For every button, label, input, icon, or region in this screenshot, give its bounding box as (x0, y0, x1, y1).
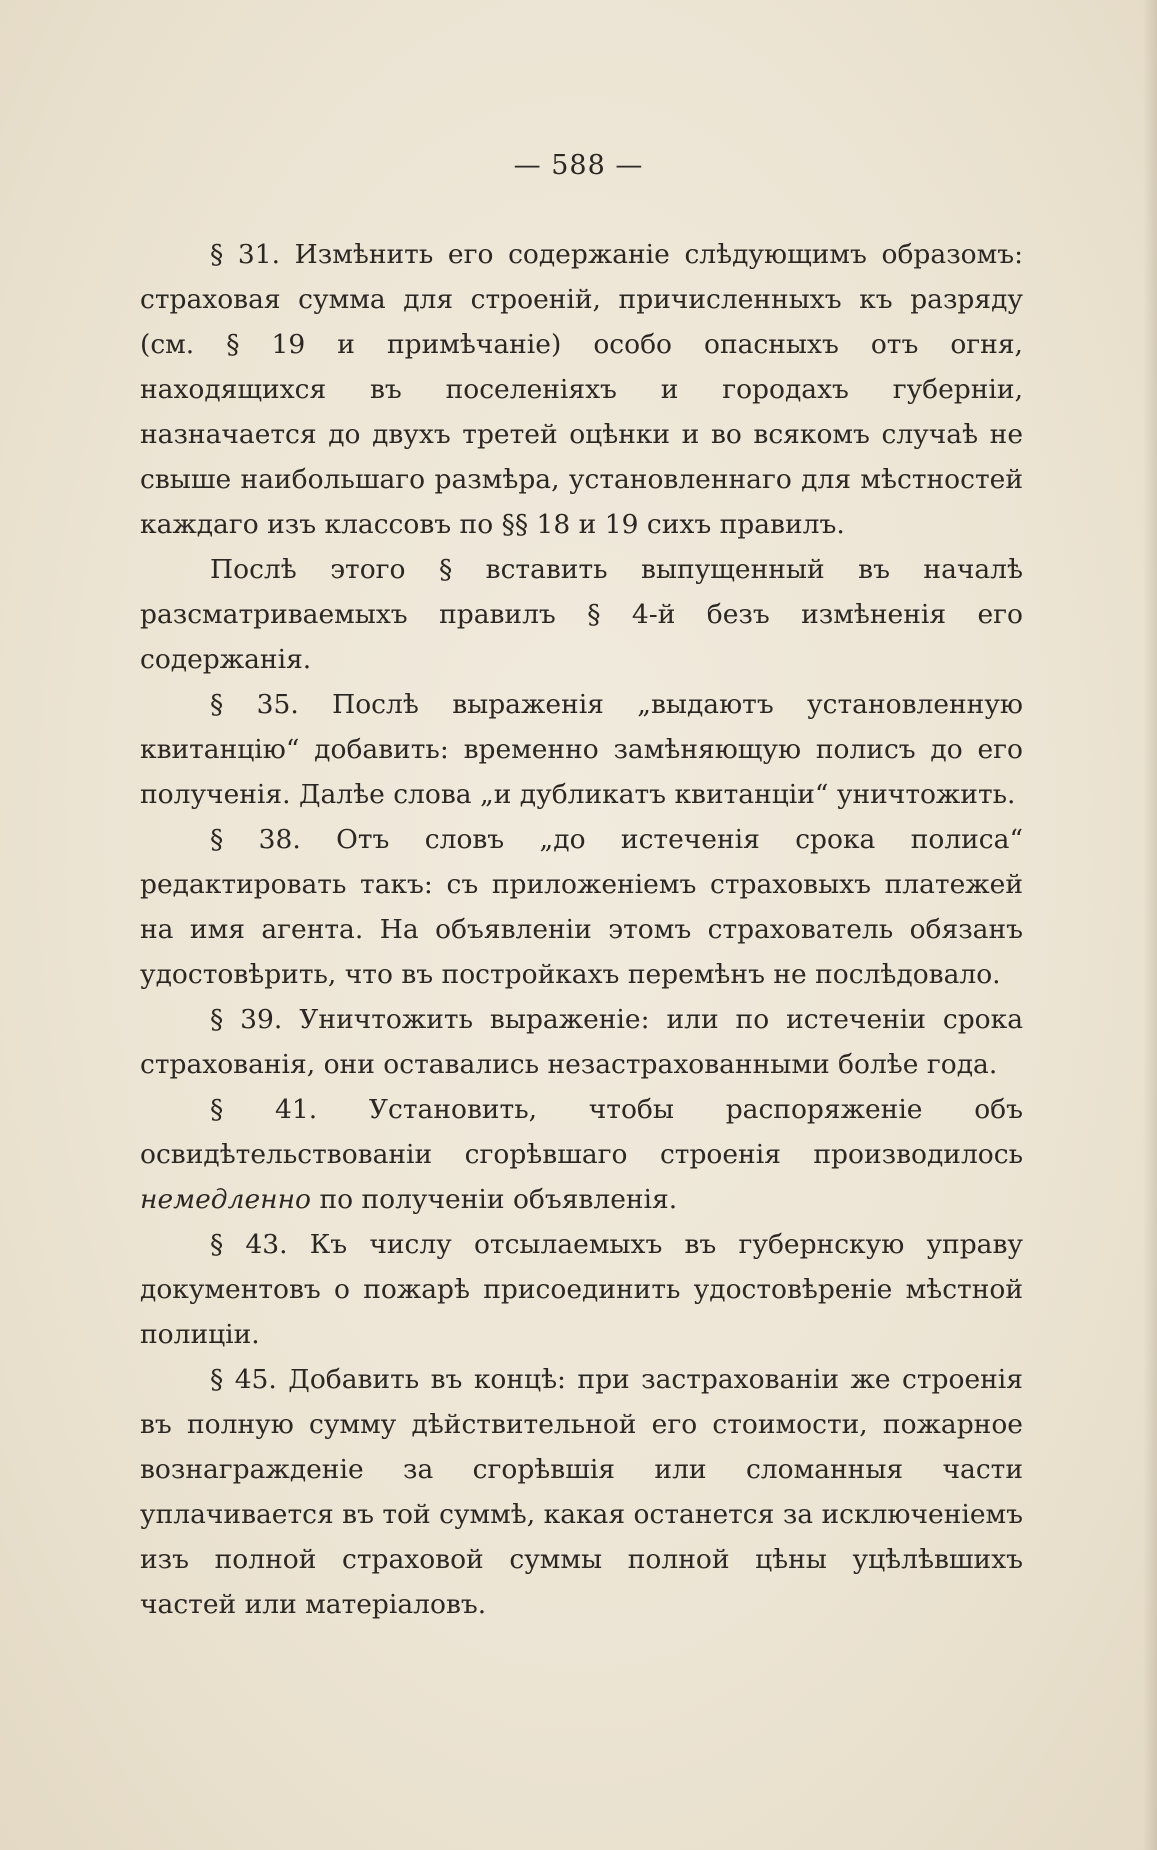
paragraph-section-43: § 43. Къ числу отсылаемыхъ въ губернскую управу документовъ о пожарѣ присоединить удостовѣреніе мѣстной полиціи. (140, 1229, 1023, 1350)
paragraph-section-31-note: Послѣ этого § вставить выпущенный въ началѣ разсматриваемыхъ правилъ § 4-й безъ измѣненія его содержанія. (140, 554, 1023, 675)
paragraph-section-41-end: по полученіи объявленія. (311, 1184, 678, 1215)
paragraph-section-35: § 35. Послѣ выраженія „выдаютъ установленную квитанцію“ добавить: временно замѣняющую полисъ до его полученія. Далѣе слова „и дубликатъ квитанціи“ уничтожить. (140, 689, 1023, 810)
paragraph-section-38: § 38. Отъ словъ „до истеченія срока полиса“ редактировать такъ: съ приложеніемъ страховыхъ платежей на имя агента. На объявленіи этомъ страхователь обязанъ удостовѣрить, что въ постройкахъ перемѣнъ не послѣдовало. (140, 824, 1023, 990)
emphasized-word: немедленно (140, 1184, 312, 1215)
paragraph-section-31: § 31. Измѣнить его содержаніе слѣдующимъ образомъ: страховая сумма для строеній, причисленныхъ къ разряду (см. § 19 и примѣчаніе) особо опасныхъ отъ огня, находящихся въ поселеніяхъ и городахъ губерніи, назначается до двухъ третей оцѣнки и во всякомъ случаѣ не свыше наибольшаго размѣра, установленнаго для мѣстностей каждаго изъ классовъ по §§ 18 и 19 сихъ правилъ. (140, 239, 1023, 540)
paragraph-section-39: § 39. Уничтожить выраженіе: или по истеченіи срока страхованія, они оставались незастрахованными болѣе года. (140, 1004, 1023, 1080)
page-edge-shadow (1143, 0, 1157, 1850)
paragraph-section-41 (140, 1087, 1023, 1222)
page-number: — 588 — (513, 150, 644, 181)
paragraph-section-41-start: § 41. Установить, чтобы распоряженіе объ освидѣтельствованіи сгорѣвшаго строенія производилось (140, 1094, 1023, 1170)
paragraph-section-45: § 45. Добавить въ концѣ: при застрахованіи же строенія въ полную сумму дѣйствительной его стоимости, пожарное вознагражденіе за сгорѣвшія или сломанныя части уплачивается въ той суммѣ, какая останется за исключеніемъ изъ полной страховой суммы полной цѣны уцѣлѣвшихъ частей или матеріаловъ. (140, 1364, 1023, 1620)
text-block (140, 232, 1023, 1627)
